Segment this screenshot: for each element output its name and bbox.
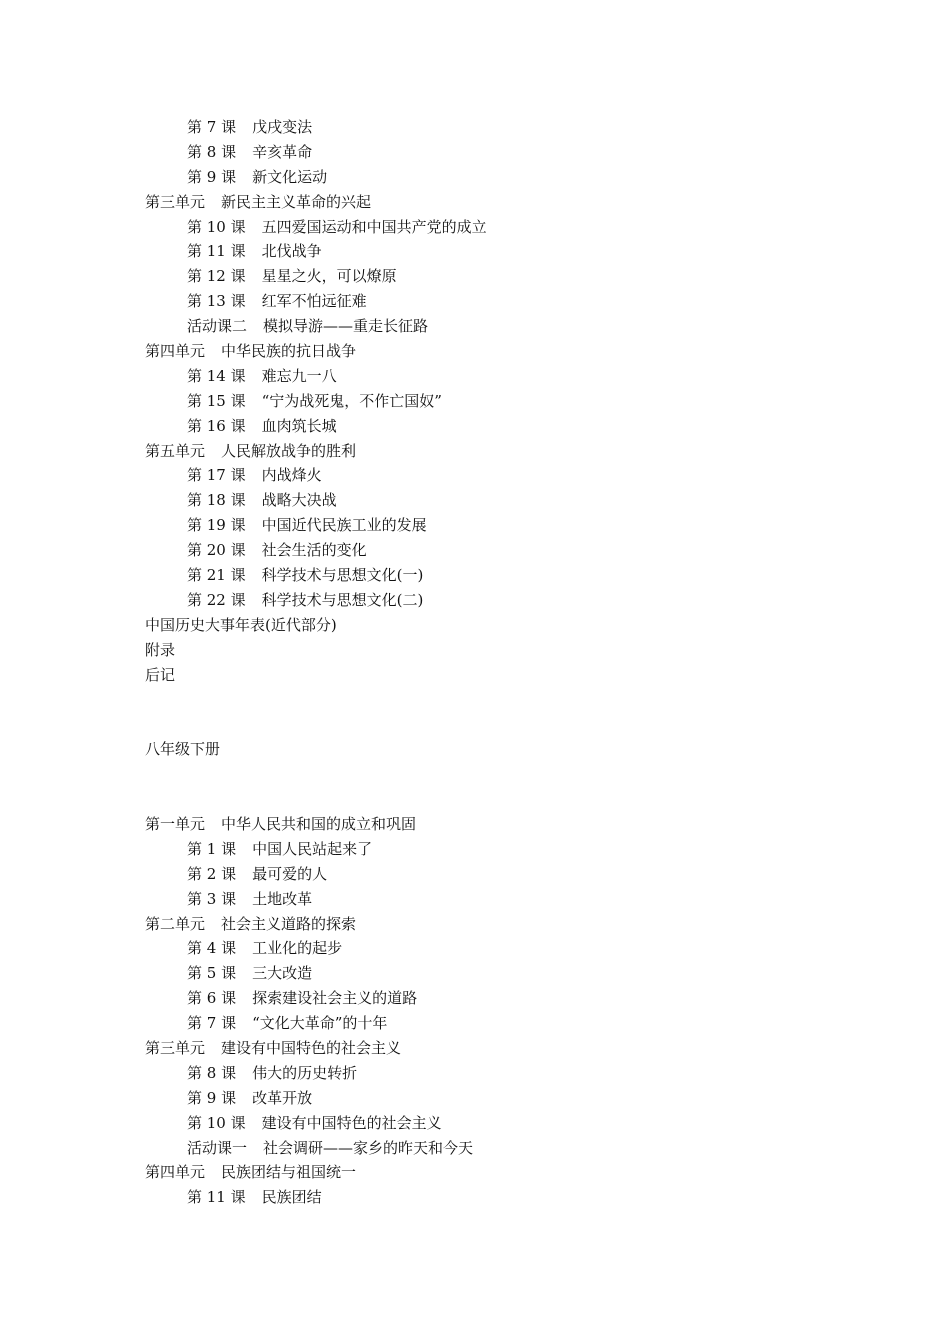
entry-title: 星星之火，可以燎原 xyxy=(261,267,397,286)
entry-label: 第 7 课 xyxy=(187,118,237,136)
entry-label: 第 1 课 xyxy=(187,839,237,858)
entry-label: 第 5 课 xyxy=(187,964,237,983)
entry-label: 第 10 课 xyxy=(187,1113,246,1132)
entry-label: 第 7 课 xyxy=(187,1014,237,1033)
entry-title: 伟大的历史转折 xyxy=(252,1063,358,1082)
lesson-entry xyxy=(145,1061,865,1086)
entry-label: 第三单元 xyxy=(145,192,206,211)
lesson-entry xyxy=(145,961,865,986)
entry-label: 后记 xyxy=(145,665,176,684)
entry-label: 第 11 课 xyxy=(187,242,246,261)
lesson-entry xyxy=(145,414,865,439)
toc-entry xyxy=(145,613,865,638)
entry-label: 第 17 课 xyxy=(187,466,246,485)
lesson-entry xyxy=(145,837,865,862)
unit-heading xyxy=(145,439,865,464)
entry-label: 第 2 课 xyxy=(187,864,237,883)
entry-title: 模拟导游——重走长征路 xyxy=(263,317,429,336)
lesson-entry xyxy=(145,140,865,165)
lesson-entry xyxy=(145,289,865,314)
entry-label: 第 10 课 xyxy=(187,217,246,236)
entry-label: 第 22 课 xyxy=(187,590,246,609)
lesson-entry xyxy=(145,936,865,961)
entry-title: 探索建设社会主义的道路 xyxy=(252,989,418,1008)
entry-title: 社会主义道路的探索 xyxy=(221,914,357,933)
entry-label: 第 19 课 xyxy=(187,516,246,535)
entry-title: 红军不怕远征难 xyxy=(261,292,367,311)
entry-title: 北伐战争 xyxy=(261,242,322,261)
lesson-entry xyxy=(145,986,865,1011)
lesson-entry xyxy=(145,862,865,887)
entry-label: 第三单元 xyxy=(145,1039,206,1058)
entry-title: 中国近代民族工业的发展 xyxy=(261,516,427,535)
lesson-entry xyxy=(145,513,865,538)
toc-entry xyxy=(145,638,865,663)
entry-label: 第一单元 xyxy=(145,815,206,833)
entry-title: 五四爱国运动和中国共产党的成立 xyxy=(261,217,487,236)
lesson-entry xyxy=(145,1185,865,1210)
entry-title: 难忘九一八 xyxy=(261,366,337,385)
entry-label: 第 16 课 xyxy=(187,416,246,435)
entry-title: 血肉筑长城 xyxy=(261,416,337,435)
unit-heading xyxy=(145,190,865,215)
entry-label: 活动课二 xyxy=(187,317,248,336)
entry-title: 建设有中国特色的社会主义 xyxy=(261,1113,442,1132)
entry-title: 科学技术与思想文化(二) xyxy=(261,590,424,609)
entry-title: 新民主主义革命的兴起 xyxy=(221,192,372,211)
entry-title: 民族团结与祖国统一 xyxy=(221,1163,357,1182)
entry-title: 改革开放 xyxy=(252,1088,313,1107)
entry-label: 第四单元 xyxy=(145,1163,206,1182)
entry-label: 第 20 课 xyxy=(187,541,246,560)
entry-title: 戊戌变法 xyxy=(252,118,313,136)
toc-entry xyxy=(145,663,865,688)
unit-heading xyxy=(145,812,865,837)
table-of-contents-lower xyxy=(145,812,865,1210)
entry-title: 社会生活的变化 xyxy=(261,541,367,560)
lesson-entry xyxy=(145,389,865,414)
entry-title: 最可爱的人 xyxy=(252,864,328,883)
unit-heading xyxy=(145,1160,865,1185)
entry-label: 第 9 课 xyxy=(187,167,237,186)
entry-title: 人民解放战争的胜利 xyxy=(221,441,357,460)
unit-heading xyxy=(145,339,865,364)
lesson-entry xyxy=(145,165,865,190)
unit-heading xyxy=(145,1036,865,1061)
lesson-entry xyxy=(145,1086,865,1111)
lesson-entry xyxy=(145,115,865,140)
entry-label: 第五单元 xyxy=(145,441,206,460)
entry-label: 活动课一 xyxy=(187,1138,248,1157)
entry-label: 第 6 课 xyxy=(187,989,237,1008)
lesson-entry xyxy=(145,264,865,289)
entry-title: 中华人民共和国的成立和巩固 xyxy=(221,815,417,833)
entry-label: 第 8 课 xyxy=(187,142,237,161)
entry-label: 第四单元 xyxy=(145,342,206,361)
entry-label: 附录 xyxy=(145,640,176,659)
entry-label: 第 13 课 xyxy=(187,292,246,311)
lesson-entry xyxy=(145,1136,865,1161)
entry-label: 第 3 课 xyxy=(187,889,237,908)
entry-title: 工业化的起步 xyxy=(252,939,343,958)
entry-label: 第二单元 xyxy=(145,914,206,933)
entry-title: 三大改造 xyxy=(252,964,313,983)
entry-title: 战略大决战 xyxy=(261,491,337,510)
lesson-entry xyxy=(145,215,865,240)
entry-title: 建设有中国特色的社会主义 xyxy=(221,1039,402,1058)
entry-title: 中华民族的抗日战争 xyxy=(221,342,357,361)
entry-title: 土地改革 xyxy=(252,889,313,908)
table-of-contents-upper xyxy=(145,115,865,687)
entry-title: 科学技术与思想文化(一) xyxy=(261,566,424,585)
lesson-entry xyxy=(145,314,865,339)
section-title: 八年级下册 xyxy=(145,740,221,758)
lesson-entry xyxy=(145,1111,865,1136)
unit-heading xyxy=(145,912,865,937)
entry-label: 第 11 课 xyxy=(187,1188,246,1207)
lesson-entry xyxy=(145,463,865,488)
lesson-entry xyxy=(145,239,865,264)
lesson-entry xyxy=(145,563,865,588)
entry-label: 第 9 课 xyxy=(187,1088,237,1107)
entry-label: 中国历史大事年表(近代部分) xyxy=(145,615,337,634)
entry-label: 第 18 课 xyxy=(187,491,246,510)
lesson-entry xyxy=(145,488,865,513)
entry-label: 第 12 课 xyxy=(187,267,246,286)
entry-label: 第 14 课 xyxy=(187,366,246,385)
entry-title: 内战烽火 xyxy=(261,466,322,485)
entry-label: 第 21 课 xyxy=(187,566,246,585)
lesson-entry xyxy=(145,364,865,389)
lesson-entry xyxy=(145,1011,865,1036)
entry-title: 社会调研——家乡的昨天和今天 xyxy=(263,1138,474,1157)
lesson-entry xyxy=(145,588,865,613)
lesson-entry xyxy=(145,887,865,912)
entry-title: 新文化运动 xyxy=(252,167,328,186)
entry-title: “文化大革命”的十年 xyxy=(252,1014,388,1033)
entry-title: “宁为战死鬼，不作亡国奴” xyxy=(261,391,442,410)
lesson-entry xyxy=(145,538,865,563)
entry-title: 中国人民站起来了 xyxy=(252,839,373,858)
entry-title: 民族团结 xyxy=(261,1188,322,1207)
entry-title: 辛亥革命 xyxy=(252,142,313,161)
entry-label: 第 4 课 xyxy=(187,939,237,958)
entry-label: 第 8 课 xyxy=(187,1063,237,1082)
entry-label: 第 15 课 xyxy=(187,391,246,410)
